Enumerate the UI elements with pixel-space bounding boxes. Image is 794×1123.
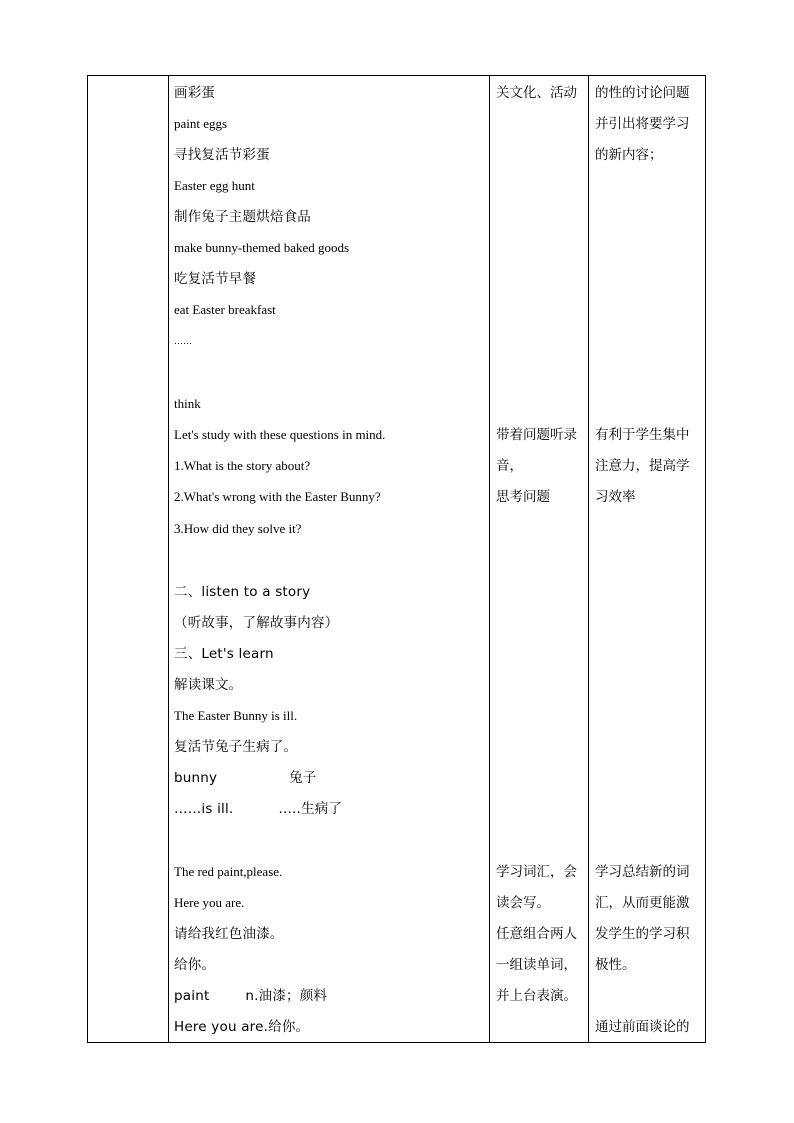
purpose-line: 并引出将要学习 (595, 116, 690, 132)
activity-line: 思考问题 (496, 489, 550, 505)
purpose-line: 习效率 (595, 489, 636, 505)
content-line: 解读课文。 (174, 677, 243, 693)
content-line: 制作兔子主题烘焙食品 (174, 209, 311, 225)
content-line: 2.What's wrong with the Easter Bunny? (174, 489, 381, 504)
activity-line: 读会写。 (496, 895, 550, 911)
content-line: （听故事，了解故事内容） (174, 615, 339, 631)
purpose-line: 发学生的学习积 (595, 926, 690, 942)
content-line: make bunny-themed baked goods (174, 240, 350, 255)
purpose-line: 有利于学生集中 (595, 427, 690, 443)
purpose-line: 通过前面谈论的 (595, 1019, 690, 1035)
activity-line: 学习词汇，会 (496, 864, 577, 880)
content-line: 二、listen to a story (174, 584, 311, 600)
column-divider (588, 76, 589, 1042)
activity-line: 音， (496, 458, 523, 474)
content-line: The red paint,please. (174, 864, 283, 879)
content-line: 给你。 (174, 957, 216, 973)
content-line: 吃复活节早餐 (174, 271, 257, 287)
activity-line: 带着问题听录 (496, 427, 577, 443)
content-line: 寻找复活节彩蛋 (174, 147, 270, 163)
content-line: 画彩蛋 (174, 85, 216, 101)
content-line: 三、Let's learn (174, 646, 274, 662)
content-line: Here you are.给你。 (174, 1019, 310, 1035)
activity-line: 一组读单词， (496, 957, 577, 973)
purpose-line: 注意力，提高学 (595, 458, 690, 474)
column-divider (168, 76, 169, 1042)
content-line: Let's study with these questions in mind. (174, 427, 386, 442)
column-divider (489, 76, 490, 1042)
content-line: ……is ill. …..生病了 (174, 801, 343, 817)
content-line: paint n.油漆；颜料 (174, 988, 328, 1004)
content-line: Here you are. (174, 895, 245, 910)
purpose-line: 的新内容； (595, 147, 663, 163)
purpose-line: 汇，从而更能激 (595, 895, 690, 911)
content-line: 复活节兔子生病了。 (174, 739, 298, 755)
content-line: eat Easter breakfast (174, 302, 276, 317)
content-line: 3.How did they solve it? (174, 521, 302, 536)
activity-line: 关文化、活动 (496, 85, 577, 101)
content-line: Easter egg hunt (174, 178, 255, 193)
content-line: 请给我红色油漆。 (174, 926, 284, 942)
content-line: The Easter Bunny is ill. (174, 708, 298, 723)
content-line: think (174, 396, 201, 411)
activity-line: 并上台表演。 (496, 988, 577, 1004)
purpose-line: 的性的讨论问题 (595, 85, 690, 101)
lesson-plan-table (87, 75, 706, 1043)
content-line: bunny 兔子 (174, 770, 317, 786)
purpose-line: 学习总结新的词 (595, 864, 690, 880)
activity-line: 任意组合两人 (496, 926, 577, 942)
content-line: 1.What is the story about? (174, 458, 311, 473)
purpose-line: 极性。 (595, 957, 636, 973)
content-line: paint eggs (174, 116, 228, 131)
content-line: …… (174, 336, 192, 346)
